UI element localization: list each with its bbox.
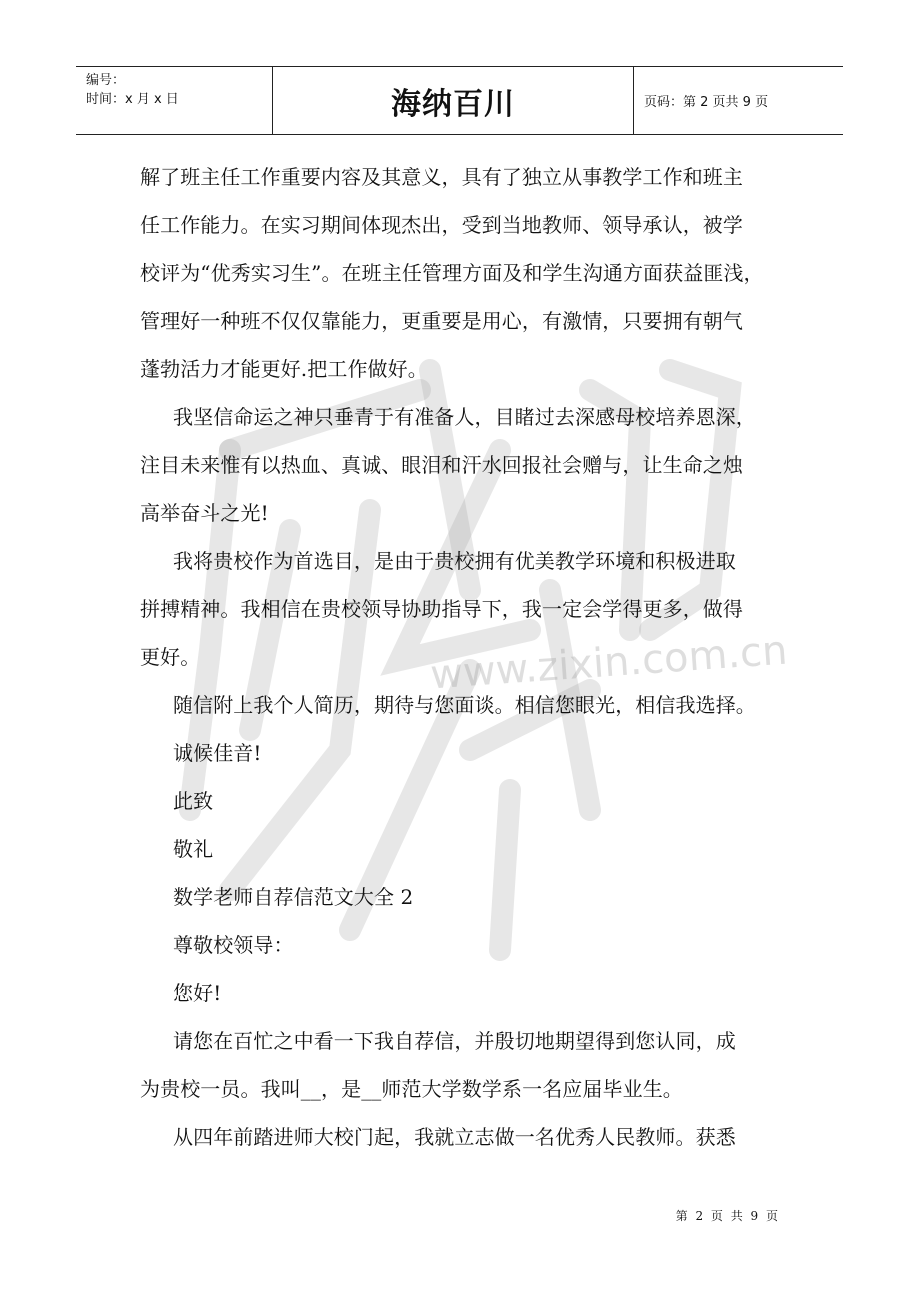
body-line: 请您在百忙之中看一下我自荐信，并殷切地期望得到您认同，成 — [173, 1029, 736, 1053]
body-line: 校评为“优秀实习生”。在班主任管理方面及和学生沟通方面获益匪浅， — [140, 261, 764, 285]
date-label: 时间：x 月 x 日 — [86, 92, 179, 107]
body-line: 敬礼 — [173, 837, 214, 861]
document-header — [76, 66, 843, 135]
header-right-cell — [634, 67, 843, 134]
header-brand-cell — [273, 67, 634, 134]
body-line: 从四年前踏进师大校门起，我就立志做一名优秀人民教师。获悉 — [173, 1125, 736, 1149]
watermark-text: www.zixin.com.cn — [428, 627, 789, 699]
header-left-cell — [76, 67, 273, 134]
brand-title: 海纳百川 — [391, 86, 515, 122]
number-label: 编号： — [86, 73, 126, 88]
body-line: 数学老师自荐信范文大全 2 — [173, 885, 414, 909]
body-line: 尊敬校领导： — [173, 933, 294, 957]
body-line: 此致 — [173, 789, 214, 813]
page-footer: 第 2 页 共 9 页 — [675, 1209, 780, 1223]
body-line: 任工作能力。在实习期间体现杰出，受到当地教师、领导承认，被学 — [140, 213, 743, 237]
body-line: 解了班主任工作重要内容及其意义，具有了独立从事教学工作和班主 — [140, 165, 743, 189]
body-line: 更好。 — [140, 645, 201, 669]
body-line: 高举奋斗之光! — [140, 501, 269, 525]
page-label: 页码：第 2 页共 9 页 — [644, 95, 769, 110]
body-line: 您好! — [173, 981, 222, 1005]
body-line: 注目未来惟有以热血、真诚、眼泪和汗水回报社会赠与，让生命之烛 — [140, 453, 743, 477]
body-line: 我将贵校作为首选目，是由于贵校拥有优美教学环境和积极进取 — [173, 549, 736, 573]
body-line: 我坚信命运之神只垂青于有准备人，目睹过去深感母校培养恩深， — [173, 405, 756, 429]
letter-body — [140, 153, 790, 1161]
body-line: 拼搏精神。我相信在贵校领导协助指导下，我一定会学得更多，做得 — [140, 597, 743, 621]
body-line: 随信附上我个人简历，期待与您面谈。相信您眼光，相信我选择。 — [173, 693, 756, 717]
body-line: 管理好一种班不仅仅靠能力，更重要是用心，有激情，只要拥有朝气 — [140, 309, 743, 333]
body-line: 蓬勃活力才能更好.把工作做好。 — [140, 357, 428, 381]
body-line: 为贵校一员。我叫__，是__师范大学数学系一名应届毕业生。 — [140, 1077, 683, 1101]
body-line: 诚候佳音! — [173, 741, 262, 765]
